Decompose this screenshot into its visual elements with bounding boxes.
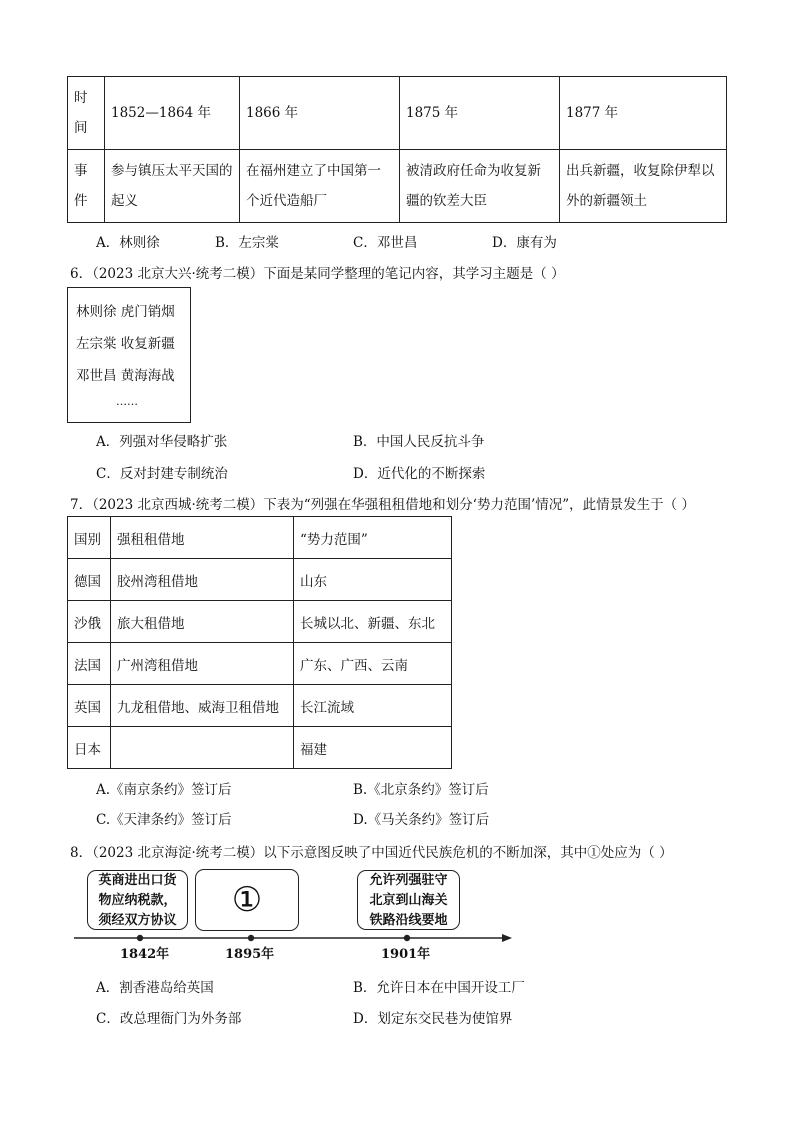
table-row (68, 601, 452, 643)
timeline-box-blank: ① (195, 869, 299, 931)
table-cell: 参与镇压太平天国的起义 (105, 150, 240, 223)
table-cell: 德国 (68, 559, 111, 601)
note-line: …… (116, 395, 138, 408)
q8-option-a[interactable]: A．割香港岛给英国 (96, 980, 214, 996)
table-cell: 广州湾租借地 (111, 643, 294, 685)
table-cell: 1875 年 (400, 77, 560, 150)
timeline-box-1901: 允许列强驻守 北京到山海关 铁路沿线要地 (357, 870, 460, 930)
timeline-year-1901: 1901年 (381, 947, 431, 962)
table-cell: 1866 年 (240, 77, 400, 150)
q6-option-c[interactable]: C．反对封建专制统治 (96, 466, 228, 482)
q7-option-a[interactable]: A.《南京条约》签订后 (96, 782, 232, 798)
q5-option-d[interactable]: D．康有为 (492, 235, 557, 251)
q5-option-a[interactable]: A．林则徐 (96, 235, 160, 251)
table-row (68, 727, 452, 769)
table-cell: 出兵新疆，收复除伊犁以外的新疆领土 (560, 150, 727, 223)
table-row (68, 77, 727, 150)
timeline-year-1895: 1895年 (225, 947, 275, 962)
q6-stem: 6．（2023 北京大兴·统考二模）下面是某同学整理的笔记内容，其学习主题是（ ） (70, 266, 565, 282)
table-row (68, 685, 452, 727)
q6-option-b[interactable]: B．中国人民反抗斗争 (353, 434, 485, 450)
table-cell: 沙俄 (68, 601, 111, 643)
table-cell: 九龙租借地、威海卫租借地 (111, 685, 294, 727)
table-row (68, 643, 452, 685)
table-cell: 被清政府任命为收复新疆的钦差大臣 (400, 150, 560, 223)
table-cell: 长城以北、新疆、东北 (294, 601, 452, 643)
q7-table (67, 516, 452, 769)
table-header-cell: 事 件 (68, 150, 105, 223)
q5-option-c[interactable]: C．邓世昌 (353, 235, 418, 251)
q8-option-b[interactable]: B．允许日本在中国开设工厂 (353, 980, 525, 996)
q8-option-c[interactable]: C．改总理衙门为外务部 (96, 1011, 242, 1027)
table-cell: 英国 (68, 685, 111, 727)
note-line: 邓世昌 黄海海战 (76, 368, 175, 384)
q7-option-d[interactable]: D.《马关条约》签订后 (353, 812, 490, 828)
q6-notes-box (67, 287, 191, 423)
table-cell: 日本 (68, 727, 111, 769)
table-cell: 法国 (68, 643, 111, 685)
note-line: 林则徐 虎门销烟 (76, 304, 175, 320)
table-cell: 1852—1864 年 (105, 77, 240, 150)
table-header-cell: 时 间 (68, 77, 105, 150)
table-cell (111, 727, 294, 769)
table-cell: 长江流域 (294, 685, 452, 727)
timeline-year-1842: 1842年 (120, 947, 170, 962)
q7-option-b[interactable]: B.《北京条约》签订后 (353, 782, 489, 798)
timeline-box-1842: 英商进出口货 物应纳税款， 须经双方协议 (87, 870, 188, 930)
q6-option-d[interactable]: D．近代化的不断探索 (353, 466, 486, 482)
q7-stem: 7．（2023 北京西城·统考二模）下表为“列强在华强租租借地和划分‘势力范围’情况”，此情景发生于（ ） (70, 497, 695, 513)
table-cell: 广东、广西、云南 (294, 643, 452, 685)
q5-table (67, 76, 727, 223)
table-row (68, 559, 452, 601)
q6-option-a[interactable]: A．列强对华侵略扩张 (96, 434, 228, 450)
table-row (68, 517, 452, 559)
table-row (68, 150, 727, 223)
table-cell: 1877 年 (560, 77, 727, 150)
table-cell: 山东 (294, 559, 452, 601)
table-header-cell: 国别 (68, 517, 111, 559)
table-cell: 在福州建立了中国第一个近代造船厂 (240, 150, 400, 223)
q7-option-c[interactable]: C.《天津条约》签订后 (96, 812, 232, 828)
q8-stem: 8．（2023 北京海淀·统考二模）以下示意图反映了中国近代民族危机的不断加深，其中①处应为（ ） (70, 845, 673, 861)
q8-option-d[interactable]: D．划定东交民巷为使馆界 (353, 1011, 513, 1027)
table-cell: 旅大租借地 (111, 601, 294, 643)
note-line: 左宗棠 收复新疆 (76, 336, 175, 352)
table-cell: 胶州湾租借地 (111, 559, 294, 601)
q5-option-b[interactable]: B．左宗棠 (215, 235, 279, 251)
table-cell: 福建 (294, 727, 452, 769)
table-header-cell: “势力范围” (294, 517, 452, 559)
table-header-cell: 强租租借地 (111, 517, 294, 559)
